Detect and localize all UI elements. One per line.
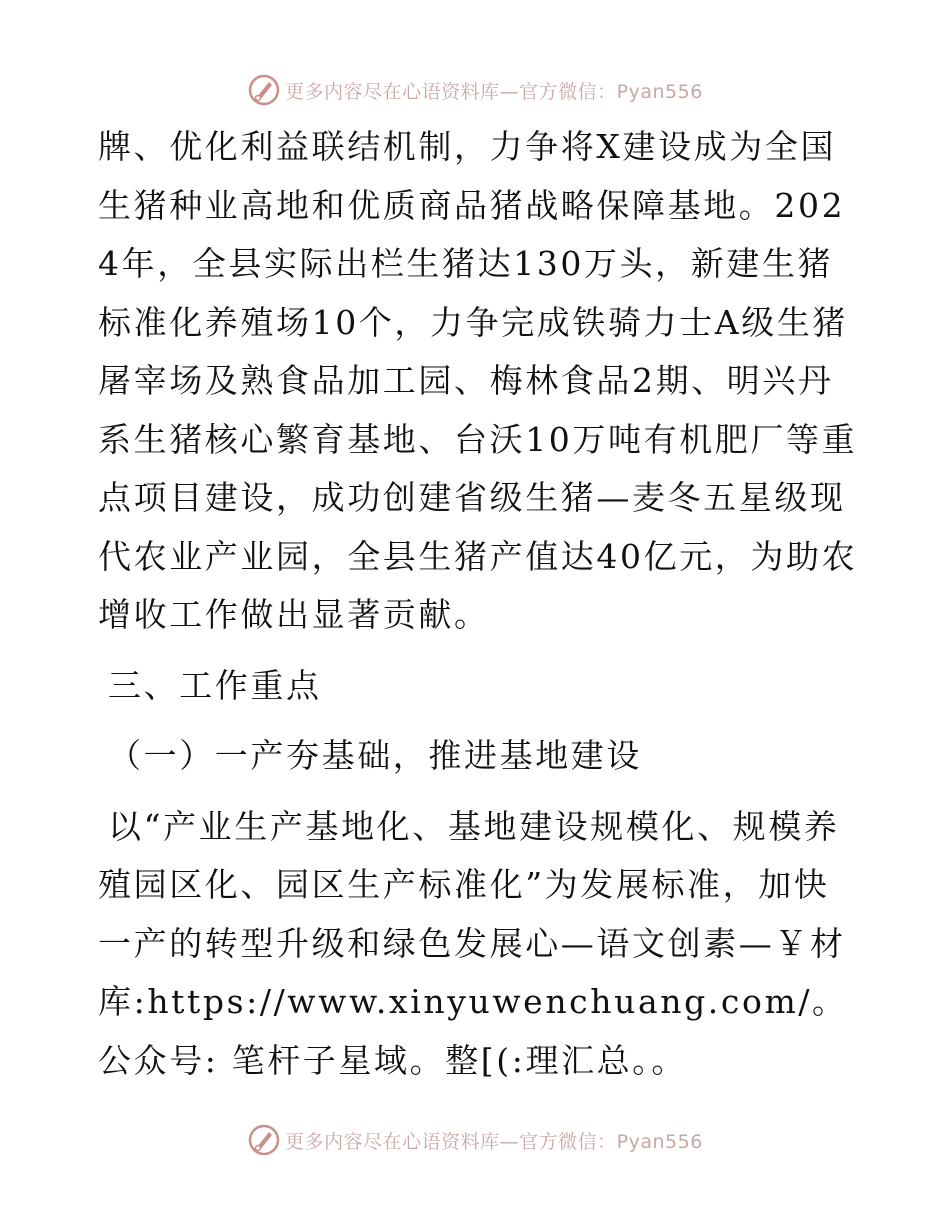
pen-seal-logo-icon — [247, 1123, 281, 1157]
body-paragraph-2: 以“产业生产基地化、基地建设规模化、规模养殖园区化、园区生产标准化”为发展标准，加快一产的转型升级和绿色发展心—语文创素—￥材库:https://www.xinyuwenchuang.com/。公众号: 笔杆子星域。整[(:理汇总。。 — [98, 806, 848, 1080]
document-body — [98, 118, 858, 1090]
pen-seal-logo-icon — [247, 73, 281, 107]
watermark-text: 更多内容尽在心语资料库—官方微信：Pyan556 — [285, 80, 703, 103]
watermark-text: 更多内容尽在心语资料库—官方微信：Pyan556 — [285, 1130, 703, 1153]
body-paragraph-1: 牌、优化利益联结机制，力争将X建设成为全国生猪种业高地和优质商品猪战略保障基地。2024年，全县实际出栏生猪达130万头，新建生猪标准化养殖场10个，力争完成铁骑力士A级生猪屠宰场及熟食品加工园、梅林食品2期、明兴丹系生猪核心繁育基地、台沃10万吨有机肥厂等重点项目建设，成功创建省级生猪—麦冬五星级现代农业产业园，全县生猪产值达40亿元，为助农增收工作做出显著贡献。 — [98, 127, 858, 634]
footer-watermark — [0, 1120, 950, 1160]
header-watermark — [0, 70, 950, 110]
subsection-heading: （一）一产夯基础，推进基地建设 — [108, 736, 642, 775]
section-heading: 三、工作重点 — [108, 665, 322, 705]
